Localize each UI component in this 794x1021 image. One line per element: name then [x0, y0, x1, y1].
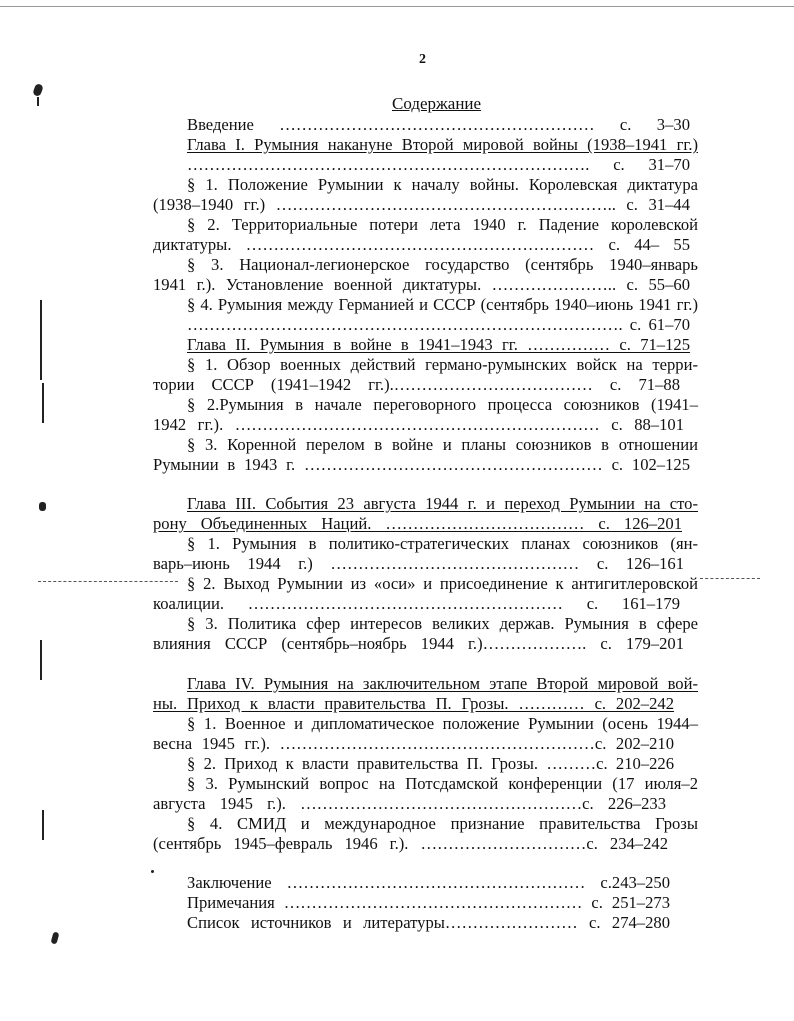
toc-line: рону Объединенных Наций. ……………………………… с. 126–201	[153, 514, 682, 533]
toc-line: Глава III. События 23 августа 1944 г. и переход Румынии на сто-	[187, 494, 698, 513]
toc-line: § 4. Румыния между Германией и СССР (сентябрь 1940–июнь 1941 гг.)	[187, 295, 698, 314]
scan-artifact	[51, 931, 60, 944]
scan-artifact	[151, 870, 154, 873]
toc-line: ны. Приход к власти правительства П. Грозы. ………… с. 202–242	[153, 694, 674, 713]
toc-line: § 1. Положение Румынии к началу войны. Королевская диктатура	[187, 175, 698, 194]
toc-line: ………………………………………………………………. с. 31–70	[187, 155, 690, 174]
toc-line: весна 1945 гг.). …………………………………………………с. 202–210	[153, 734, 674, 753]
toc-line: влияния СССР (сентябрь–ноябрь 1944 г.)………………. с. 179–201	[153, 634, 684, 653]
toc-line: Примечания ……………………………………………… с. 251–273	[187, 893, 670, 912]
toc-line: § 1. Военное и дипломатическое положение Румынии (осень 1944–	[187, 714, 698, 733]
scan-edge-line	[0, 6, 794, 7]
scan-artifact	[32, 83, 44, 97]
toc-line: тории СССР (1941–1942 гг.).……………………………… с. 71–88	[153, 375, 680, 394]
toc-line: 1941 г.). Установление военной диктатуры. ………………….. с. 55–60	[153, 275, 690, 294]
toc-line: Список источников и литературы…………………… с. 274–280	[187, 913, 670, 932]
toc-line: Введение ………………………………………………… с. 3–30	[187, 115, 690, 134]
toc-line: § 2. Выход Румынии из «оси» и присоединение к антигитлеровской	[187, 574, 698, 593]
toc-title: Содержание	[392, 94, 482, 113]
toc-line: (1938–1940 гг.) …………………………………………………….. с. 31–44	[153, 195, 690, 214]
toc-line: § 2. Территориальные потери лета 1940 г. Падение королевской	[187, 215, 698, 234]
toc-line: § 3. Румынский вопрос на Потсдамской конференции (17 июля–2	[187, 774, 698, 793]
toc-line: Глава IV. Румыния на заключительном этапе Второй мировой вой-	[187, 674, 698, 693]
toc-line: 1942 гг.). ………………………………………………………… с. 88–101	[153, 415, 684, 434]
page-number: 2	[419, 52, 426, 67]
toc-line: § 1. Румыния в политико-стратегических планах союзников (ян-	[187, 534, 698, 553]
scan-artifact	[42, 383, 44, 423]
toc-line: августа 1945 г.). ……………………………………………с. 226–233	[153, 794, 666, 813]
toc-line: § 4. СМИД и международное признание правительства Грозы	[187, 814, 698, 833]
toc-line: диктатуры. ……………………………………………………… с. 44– 55	[153, 235, 690, 254]
scan-artifact	[37, 97, 39, 106]
toc-line: § 3. Национал-легионерское государство (сентябрь 1940–январь	[187, 255, 698, 274]
scan-artifact	[42, 810, 44, 840]
toc-line: Глава I. Румыния накануне Второй мировой войны (1938–1941 гг.)	[187, 135, 698, 154]
scan-artifact	[40, 300, 42, 380]
toc-line: ……………………………………………………………………. с. 61–70	[187, 315, 690, 334]
scan-fold-line	[700, 578, 760, 579]
toc-line: Румынии в 1943 г. ……………………………………………… с. 102–125	[153, 455, 690, 474]
toc-line: § 2.Румыния в начале переговорного процесса союзников (1941–	[187, 395, 698, 414]
toc-line: § 3. Политика сфер интересов великих держав. Румыния в сфере	[187, 614, 698, 633]
scan-artifact	[39, 502, 46, 511]
scan-fold-line	[38, 581, 178, 582]
toc-line: § 2. Приход к власти правительства П. Грозы. ………с. 210–226	[187, 754, 674, 773]
toc-line: § 3. Коренной перелом в войне и планы союзников в отношении	[187, 435, 698, 454]
toc-line: Заключение ……………………………………………… с.243–250	[187, 873, 670, 892]
toc-line: § 1. Обзор военных действий германо-румынских войск на терри-	[187, 355, 698, 374]
toc-line: (сентябрь 1945–февраль 1946 г.). …………………………с. 234–242	[153, 834, 668, 853]
toc-line: варь–июнь 1944 г.) ……………………………………… с. 126–161	[153, 554, 684, 573]
toc-line: Глава II. Румыния в войне в 1941–1943 гг. …………… с. 71–125	[187, 335, 690, 354]
toc-line: коалиции. ………………………………………………… с. 161–179	[153, 594, 680, 613]
scan-artifact	[40, 640, 42, 680]
